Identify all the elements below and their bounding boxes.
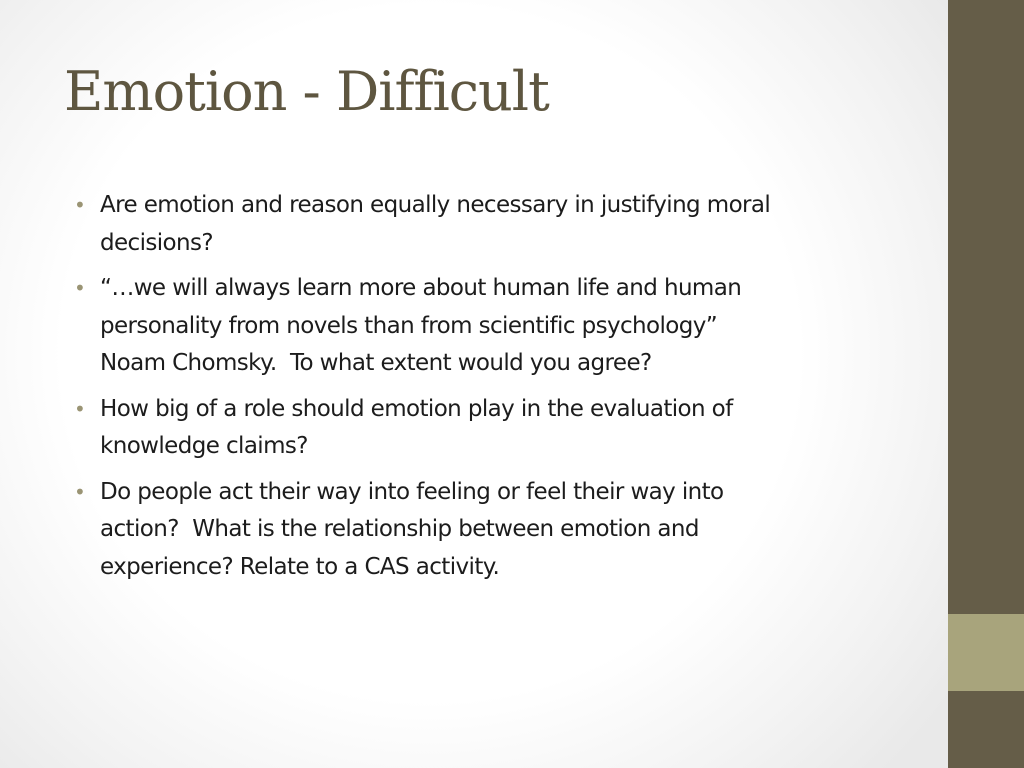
- bullet-text-line: How big of a role should emotion play in the evaluation of: [100, 395, 733, 422]
- bullet-marker-icon: •: [74, 276, 86, 300]
- bullet-item: [74, 474, 894, 587]
- bullet-text-line: action? What is the relationship between emotion and: [100, 516, 699, 542]
- bullet-text-line: Do people act their way into feeling or feel their way into: [100, 478, 724, 505]
- bullet-text-line: Noam Chomsky. To what extent would you agree?: [100, 350, 652, 376]
- bullet-marker-icon: •: [74, 479, 86, 504]
- bullet-item: [74, 391, 894, 466]
- bullet-text-line: knowledge claims?: [100, 433, 308, 459]
- slide-title: Emotion - Difficult: [64, 60, 549, 123]
- bullet-text-line: experience? Relate to a CAS activity.: [100, 553, 500, 580]
- bullet-marker-icon: •: [74, 193, 86, 217]
- bullet-text-line: decisions?: [100, 229, 213, 256]
- bullet-list: [74, 187, 894, 594]
- bullet-text-line: Are emotion and reason equally necessary in justifying moral: [100, 192, 771, 218]
- sidebar-accent-block: [948, 614, 1024, 691]
- bullet-item: [74, 187, 894, 262]
- bullet-item: [74, 270, 894, 383]
- bullet-text-line: personality from novels than from scientific psychology”: [100, 312, 718, 339]
- bullet-text-line: “…we will always learn more about human life and human: [100, 275, 742, 301]
- bullet-marker-icon: •: [74, 396, 86, 421]
